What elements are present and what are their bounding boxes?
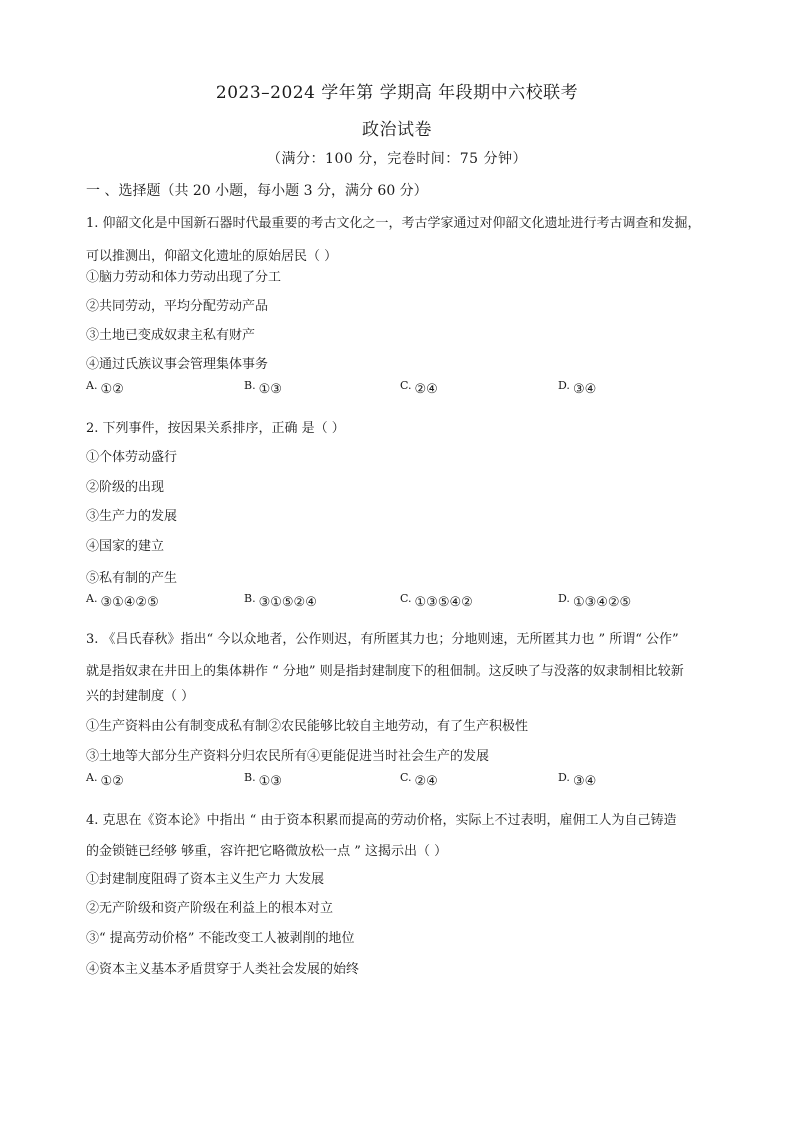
q1-item: ①脑力劳动和体力劳动出现了分工 (86, 270, 282, 285)
option-c[interactable]: $^{C.}$ ②④ (400, 379, 438, 397)
q2-stem: 2. 下列事件，按因果关系排序，正确 是（ ） (86, 421, 345, 436)
q1-stem-line-2: 可以推测出，仰韶文化遗址的原始居民（ ） (86, 249, 338, 264)
q4-stem-line-1: 4. 克思在《资本论》中指出 “ 由于资本积累而提高的劳动价格，实际上不过表明，雇佣工人为自己铸造 (86, 813, 677, 828)
option-a[interactable]: $^{A.}$ ①② (86, 771, 124, 789)
option-d[interactable]: $^{D.}$ ③④ (558, 379, 597, 397)
exam-info: （满分：100 分，完卷时间：75 分钟） (267, 151, 527, 167)
q2-options (86, 592, 726, 615)
exam-title: 2023–2024 学年第 学期高 年段期中六校联考 (215, 83, 579, 103)
q3-item: ③土地等大部分生产资料分归农民所有④更能促进当时社会生产的发展 (86, 749, 490, 764)
q4-item: ④资本主义基本矛盾贯穿于人类社会发展的始终 (86, 962, 360, 977)
q3-stem-line-2: 就是指奴隶在井田上的集体耕作 “ 分地” 则是指封建制度下的租佃制。这反映了与没落的奴隶制相比较新 (86, 664, 684, 679)
option-c[interactable]: $^{C.}$ ②④ (400, 771, 438, 789)
q1-item: ④通过氏族议事会管理集体事务 (86, 357, 269, 372)
q1-item: ②共同劳动，平均分配劳动产品 (86, 299, 269, 314)
q2-item: ⑤私有制的产生 (86, 571, 178, 586)
q3-item: ①生产资料由公有制变成私有制②农民能够比较自主地劳动，有了生产积极性 (86, 719, 529, 734)
q2-item: ①个体劳动盛行 (86, 450, 178, 465)
q4-stem-line-2: 的金锁链已经够 够重，容许把它略微放松一点 ” 这揭示出（ ） (86, 844, 448, 859)
q1-item: ③土地已变成奴隶主私有财产 (86, 328, 256, 343)
q4-item: ①封建制度阻碍了资本主义生产力 大发展 (86, 872, 325, 887)
option-d[interactable]: $^{D.}$ ③④ (558, 771, 597, 789)
option-a[interactable]: $^{A.}$ ①② (86, 379, 124, 397)
option-b[interactable]: $^{B.}$ ③①⑤②④ (244, 592, 317, 610)
subject-title: 政治试卷 (362, 120, 432, 140)
q4-item: ③“ 提高劳动价格” 不能改变工人被剥削的地位 (86, 931, 355, 946)
option-b[interactable]: $^{B.}$ ①③ (244, 379, 282, 397)
q3-stem-line-3: 兴的封建制度（ ） (86, 689, 195, 704)
q3-options (86, 771, 726, 794)
q2-item: ②阶级的出现 (86, 480, 165, 495)
option-b[interactable]: $^{B.}$ ①③ (244, 771, 282, 789)
q2-item: ③生产力的发展 (86, 509, 178, 524)
option-c[interactable]: $^{C.}$ ①③⑤④② (400, 592, 473, 610)
q3-stem-line-1: 3. 《吕氏春秋》指出“ 今以众地者，公作则迟，有所匿其力也；分地则速，无所匿其力也 ” 所谓“ 公作” (86, 632, 679, 647)
section-heading: 一 、选择题（共 20 小题，每小题 3 分，满分 60 分） (86, 183, 428, 199)
q1-options (86, 379, 726, 402)
q2-item: ④国家的建立 (86, 539, 165, 554)
option-d[interactable]: $^{D.}$ ①③④②⑤ (558, 592, 632, 610)
option-a[interactable]: $^{A.}$ ③①④②⑤ (86, 592, 159, 610)
q4-item: ②无产阶级和资产阶级在利益上的根本对立 (86, 901, 334, 916)
q1-stem-line-1: 1. 仰韶文化是中国新石器时代最重要的考古文化之一，考古学家通过对仰韶文化遗址进行考古调查和发掘， (86, 216, 701, 231)
